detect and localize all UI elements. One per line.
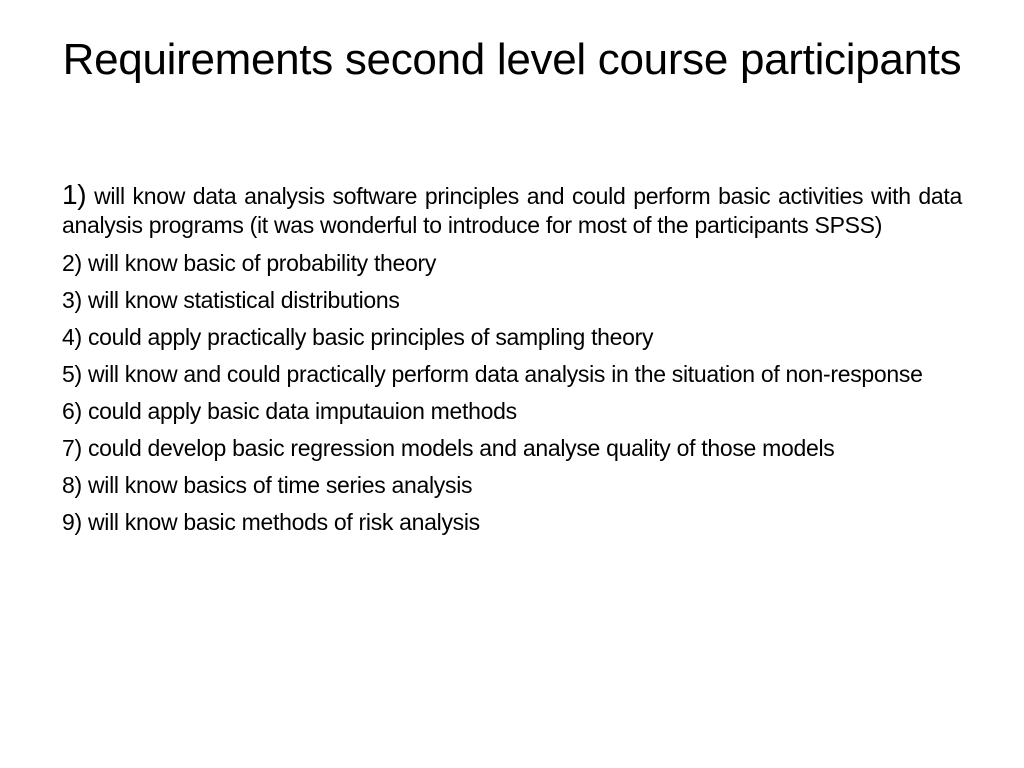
item-text: will know basics of time series analysis <box>87 472 473 498</box>
item-number: 8) <box>62 472 82 498</box>
item-number: 9) <box>62 509 82 535</box>
list-item-4 <box>62 323 962 352</box>
item-number: 2) <box>62 250 82 276</box>
list-item-6 <box>62 397 962 426</box>
item-text: will know basic methods of risk analysis <box>87 509 480 535</box>
item-number: 1) <box>62 179 87 210</box>
item-text: could apply practically basic principles of sampling theory <box>87 324 654 350</box>
item-number: 5) <box>62 361 82 387</box>
list-item-8 <box>62 471 962 500</box>
item-text: will know and could practically perform data analysis in the situation of non-response <box>87 361 923 387</box>
list-item-5 <box>62 360 962 389</box>
list-item-1 <box>62 180 962 240</box>
item-text: will know statistical distributions <box>87 287 400 313</box>
requirements-list <box>62 180 962 545</box>
item-text: could develop basic regression models and analyse quality of those models <box>87 435 835 461</box>
item-number: 3) <box>62 287 82 313</box>
list-item-2 <box>62 249 962 278</box>
item-number: 4) <box>62 324 82 350</box>
item-number: 7) <box>62 435 82 461</box>
item-text: could apply basic data imputauion methods <box>87 398 517 424</box>
list-item-9 <box>62 508 962 537</box>
item-number: 6) <box>62 398 82 424</box>
list-item-7 <box>62 434 962 463</box>
slide-title: Requirements second level course participants <box>62 35 962 84</box>
item-text: will know data analysis software principles and could perform basic activities with data analysis programs (it was wonderful to introduce for most of the participants SPSS) <box>62 183 963 238</box>
list-item-3 <box>62 286 962 315</box>
item-text: will know basic of probability theory <box>87 250 437 276</box>
